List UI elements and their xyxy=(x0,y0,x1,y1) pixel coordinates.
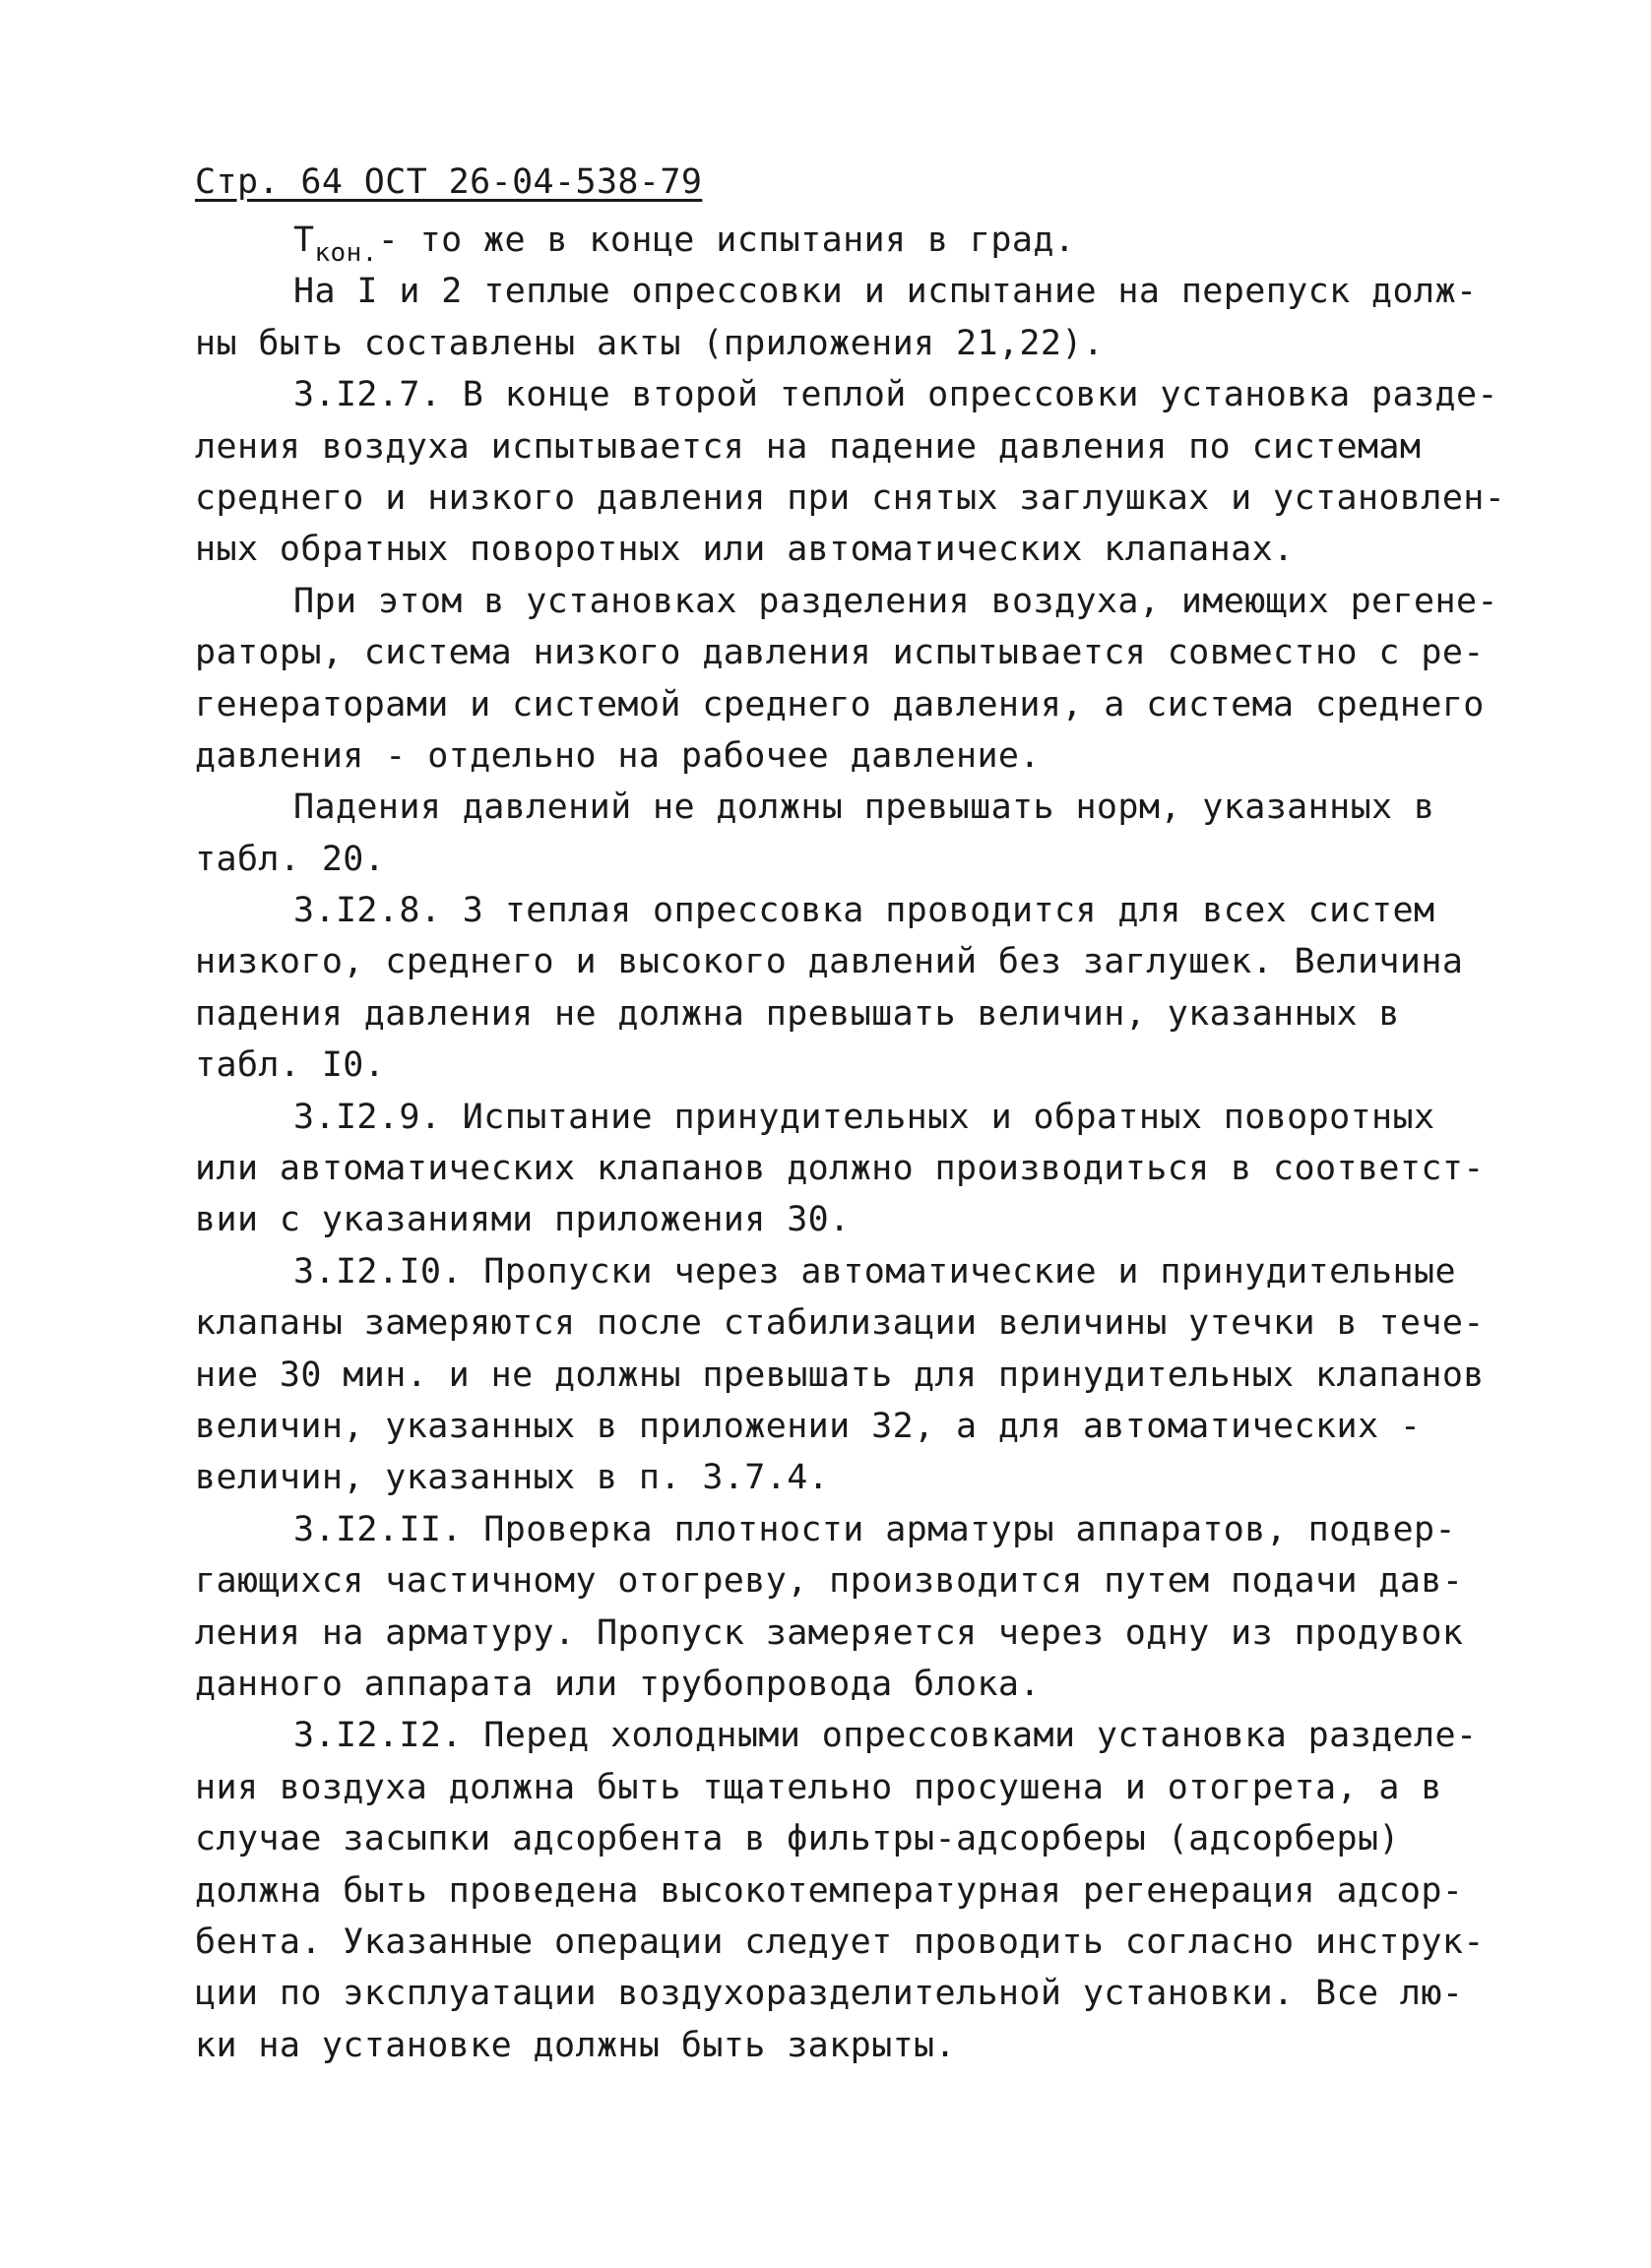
text-line: ления на арматуру. Пропуск замеряется через одну из продувок xyxy=(195,1612,1464,1653)
t-subscript: кон. xyxy=(314,238,378,268)
text-line: падения давления не должна превышать величин, указанных в xyxy=(195,993,1400,1034)
text-line: вии с указаниями приложения 30. xyxy=(195,1200,851,1240)
text-line: ки на установке должны быть закрыты. xyxy=(195,2025,956,2065)
text-line: или автоматических клапанов должно производиться в соответст- xyxy=(195,1149,1485,1189)
text-line: случае засыпки адсорбента в фильтры-адсорберы (адсорберы) xyxy=(195,1819,1400,1859)
document-body xyxy=(195,215,1506,2071)
text-line: среднего и низкого давления при снятых заглушках и установлен- xyxy=(195,477,1506,518)
text-line: величин, указанных в п. 3.7.4. xyxy=(195,1458,830,1498)
text-line: ние 30 мин. и не должны превышать для принудительных клапанов xyxy=(195,1354,1485,1395)
text-line: данного аппарата или трубопровода блока. xyxy=(195,1664,1041,1704)
text-line: ны быть составлены акты (приложения 21,22). xyxy=(195,323,1105,363)
text-line: раторы, система низкого давления испытывается совместно с ре- xyxy=(195,633,1485,673)
text-line: величин, указанных в приложении 32, а для автоматических - xyxy=(195,1406,1422,1446)
text-line: ных обратных поворотных или автоматических клапанах. xyxy=(195,530,1295,570)
text-line: При этом в установках разделения воздуха, имеющих регене- xyxy=(293,581,1498,621)
section-3-12-11: 3.I2.II. Проверка плотности арматуры аппаратов, подвер- xyxy=(293,1509,1456,1549)
section-3-12-7: 3.I2.7. В конце второй теплой опрессовки установка разде- xyxy=(293,375,1498,415)
t-symbol: Т xyxy=(293,220,315,260)
text-line: должна быть проведена высокотемпературная регенерация адсор- xyxy=(195,1870,1464,1911)
section-3-12-10: 3.I2.I0. Пропуски через автоматические и принудительные xyxy=(293,1251,1456,1292)
text-line: Падения давлений не должны превышать норм, указанных в xyxy=(293,788,1435,828)
text-line: табл. I0. xyxy=(195,1045,386,1086)
text-line: бента. Указанные операции следует проводить согласно инструк- xyxy=(195,1922,1485,1962)
t-definition: - то же в конце испытания в град. xyxy=(377,220,1076,260)
section-3-12-8: 3.I2.8. 3 теплая опрессовка проводится для всех систем xyxy=(293,891,1435,931)
text-line: табл. 20. xyxy=(195,839,386,879)
text-line: На I и 2 теплые опрессовки и испытание на перепуск долж- xyxy=(293,272,1478,312)
text-line: ции по эксплуатации воздухоразделительной установки. Все лю- xyxy=(195,1974,1464,2014)
text-line: ния воздуха должна быть тщательно просушена и отогрета, а в xyxy=(195,1767,1442,1807)
text-line: ления воздуха испытывается на падение давления по системам xyxy=(195,426,1422,467)
text-line: гающихся частичному отогреву, производится путем подачи дав- xyxy=(195,1561,1464,1602)
section-3-12-12: 3.I2.I2. Перед холодными опрессовками установка разделе- xyxy=(293,1716,1478,1756)
text-line: клапаны замеряются после стабилизации величины утечки в тече- xyxy=(195,1303,1485,1344)
page-header: Стр. 64 ОСТ 26-04-538-79 xyxy=(195,162,703,202)
section-3-12-9: 3.I2.9. Испытание принудительных и обратных поворотных xyxy=(293,1097,1435,1137)
text-line: генераторами и системой среднего давления, а система среднего xyxy=(195,684,1485,724)
text-line: давления - отдельно на рабочее давление. xyxy=(195,735,1041,776)
formula-line xyxy=(195,215,1465,266)
text-line: низкого, среднего и высокого давлений без заглушек. Величина xyxy=(195,942,1464,982)
